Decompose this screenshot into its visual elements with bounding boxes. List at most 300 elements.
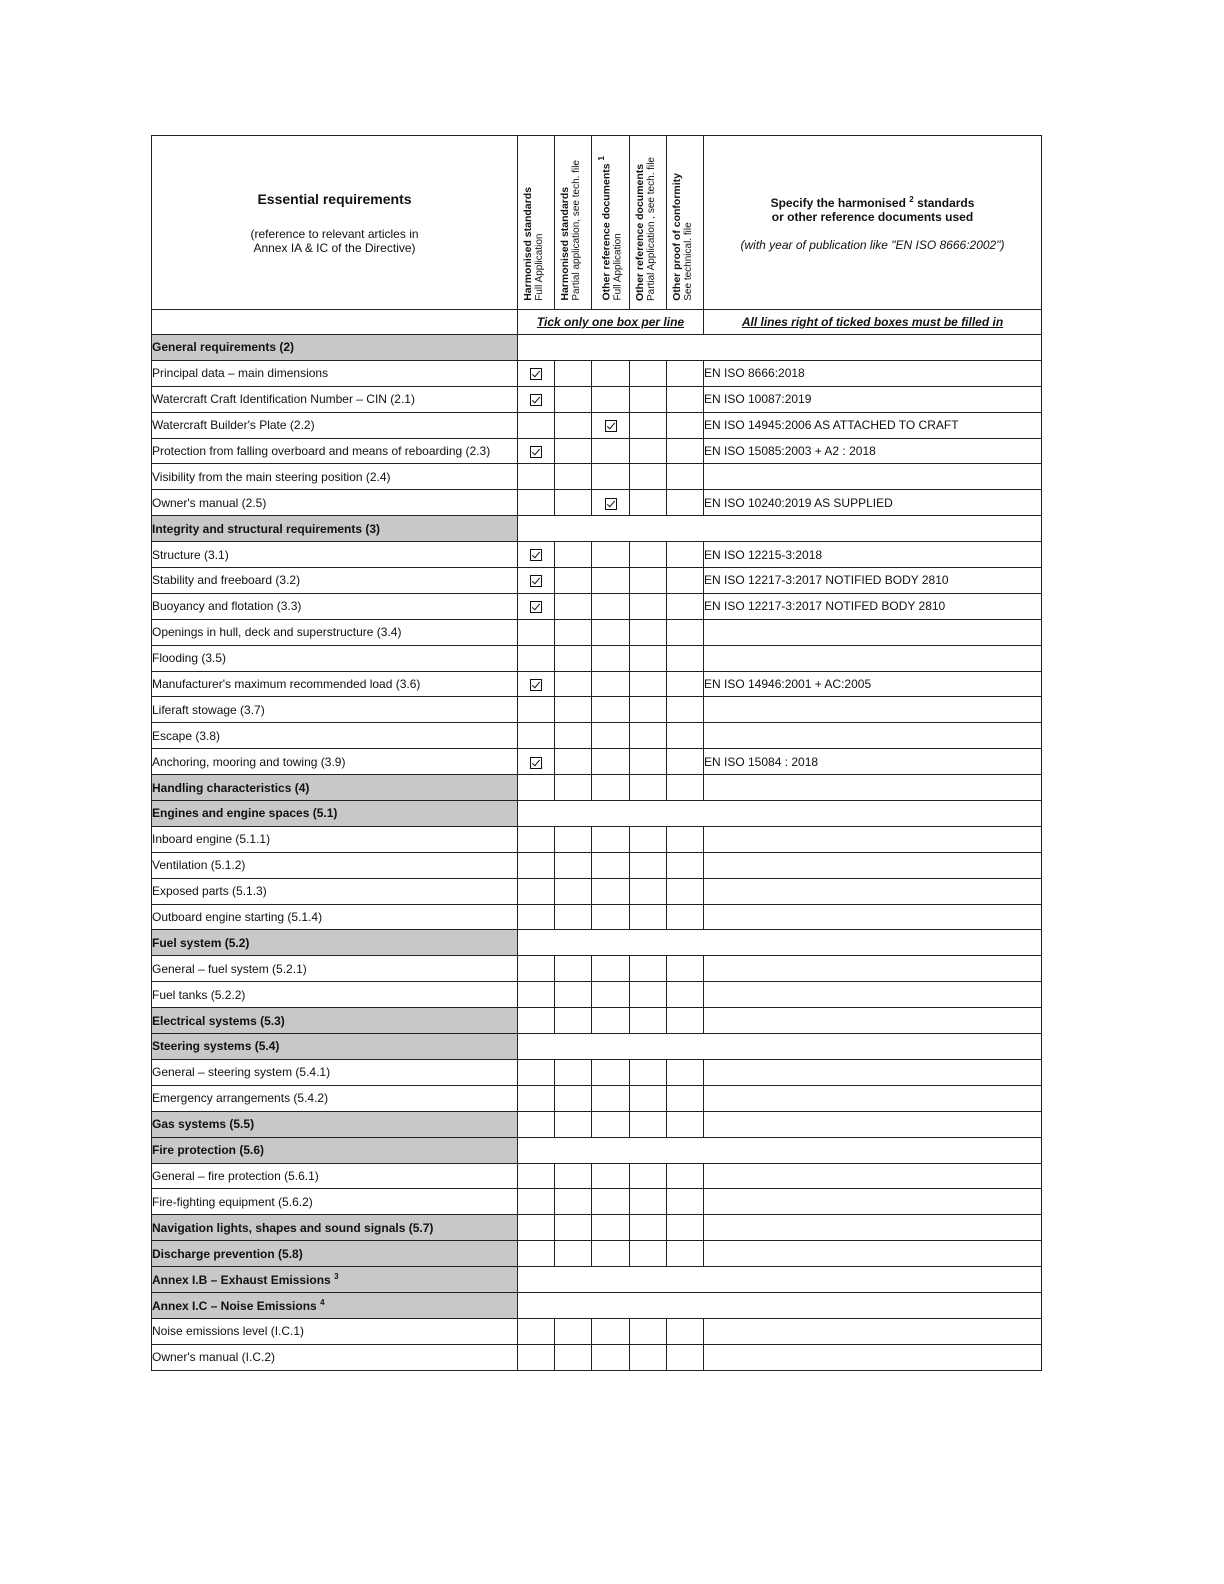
section-row: [152, 1137, 1042, 1163]
header-right-title-part2: standards: [917, 196, 975, 210]
tick-box-col-3[interactable]: [592, 852, 630, 878]
requirement-label: [152, 593, 518, 619]
tick-box-col-4[interactable]: [630, 542, 667, 568]
tick-box-col-3[interactable]: [592, 619, 630, 645]
section-row: [152, 516, 1042, 542]
tick-box-col-2[interactable]: [555, 619, 592, 645]
tick-box-col-3[interactable]: [592, 1189, 630, 1215]
requirement-row: [152, 1163, 1042, 1189]
tick-box-col-3[interactable]: [592, 464, 630, 490]
tick-box-col-1[interactable]: [518, 956, 555, 982]
tick-box-col-2[interactable]: [555, 1085, 592, 1111]
tick-box-col-1[interactable]: [518, 386, 555, 412]
requirement-label-text: Watercraft Builder's Plate (2.2): [152, 418, 315, 433]
tick-box-col-4[interactable]: [630, 878, 667, 904]
standard-reference-field[interactable]: EN ISO 14946:2001 + AC:2005: [704, 671, 1042, 697]
standard-reference-field[interactable]: [704, 1241, 1042, 1267]
standard-reference-field[interactable]: EN ISO 14945:2006 AS ATTACHED TO CRAFT: [704, 412, 1042, 438]
tick-box-col-1[interactable]: [518, 542, 555, 568]
requirement-label-text: Steering systems (5.4): [152, 1039, 280, 1054]
requirement-label-text: Discharge prevention (5.8): [152, 1246, 303, 1261]
section-row: [152, 930, 1042, 956]
tick-box-col-4[interactable]: [630, 619, 667, 645]
standard-reference-field[interactable]: EN ISO 12215-3:2018: [704, 542, 1042, 568]
tick-box-col-3[interactable]: [592, 593, 630, 619]
footnote-1-marker: 1: [597, 156, 606, 161]
header-title: Essential requirements: [257, 190, 412, 207]
requirement-label: [152, 697, 518, 723]
standard-reference-field[interactable]: [704, 723, 1042, 749]
column-header-3: [592, 136, 630, 310]
tick-box-col-2[interactable]: [555, 1008, 592, 1034]
tick-box-col-5[interactable]: [667, 464, 704, 490]
section-label: [152, 1034, 518, 1060]
tick-instruction: Tick only one box per line: [518, 310, 704, 335]
requirement-label-text: Liferaft stowage (3.7): [152, 702, 265, 717]
tick-box-col-3[interactable]: [592, 749, 630, 775]
standard-reference-field[interactable]: EN ISO 12217-3:2017 NOTIFIED BODY 2810: [704, 568, 1042, 594]
section-blank-cell: [518, 1137, 1042, 1163]
standard-reference-field[interactable]: EN ISO 10087:2019: [704, 386, 1042, 412]
standard-reference-field[interactable]: [704, 1111, 1042, 1137]
tick-box-col-1[interactable]: [518, 619, 555, 645]
requirement-label-text: General – steering system (5.4.1): [152, 1065, 331, 1080]
tick-box-col-4[interactable]: [630, 723, 667, 749]
section-label: [152, 801, 518, 827]
tick-box-col-2[interactable]: [555, 464, 592, 490]
standard-reference-field[interactable]: [704, 1189, 1042, 1215]
header-standards-used: [704, 136, 1042, 310]
requirement-label-text: Owner's manual (I.C.2): [152, 1350, 275, 1365]
tick-box-col-5[interactable]: [667, 982, 704, 1008]
tick-box-col-2[interactable]: [555, 697, 592, 723]
tick-box-col-2[interactable]: [555, 956, 592, 982]
tick-box-col-1[interactable]: [518, 1163, 555, 1189]
requirement-label-text: Inboard engine (5.1.1): [152, 832, 271, 847]
tick-box-col-2[interactable]: [555, 723, 592, 749]
tick-box-col-5[interactable]: [667, 542, 704, 568]
tick-box-col-5[interactable]: [667, 775, 704, 801]
checked-checkbox-icon: [605, 420, 617, 432]
standard-reference-field[interactable]: [704, 1008, 1042, 1034]
tick-box-col-1[interactable]: [518, 568, 555, 594]
tick-box-col-4[interactable]: [630, 1163, 667, 1189]
standard-reference-field[interactable]: [704, 904, 1042, 930]
tick-box-col-2[interactable]: [555, 542, 592, 568]
tick-box-col-3[interactable]: [592, 826, 630, 852]
tick-box-col-2[interactable]: [555, 568, 592, 594]
tick-box-col-2[interactable]: [555, 1059, 592, 1085]
standard-reference-field[interactable]: [704, 775, 1042, 801]
requirement-row: [152, 723, 1042, 749]
tick-box-col-4[interactable]: [630, 775, 667, 801]
standard-reference-field[interactable]: [704, 1215, 1042, 1241]
section-label: [152, 1137, 518, 1163]
tick-box-col-2[interactable]: [555, 360, 592, 386]
requirement-row: [152, 412, 1042, 438]
tick-box-col-5[interactable]: [667, 1241, 704, 1267]
section-blank-cell: [518, 1267, 1042, 1293]
section-label: [152, 1111, 518, 1137]
tick-box-col-1[interactable]: [518, 1189, 555, 1215]
standard-reference-field[interactable]: [704, 645, 1042, 671]
standard-reference-field[interactable]: [704, 1059, 1042, 1085]
requirement-label-text: Structure (3.1): [152, 547, 229, 562]
tick-box-col-4[interactable]: [630, 749, 667, 775]
tick-box-col-2[interactable]: [555, 775, 592, 801]
tick-box-col-1[interactable]: [518, 1008, 555, 1034]
tick-box-col-2[interactable]: [555, 593, 592, 619]
tick-box-col-2[interactable]: [555, 386, 592, 412]
requirement-row: [152, 438, 1042, 464]
requirement-label: [152, 464, 518, 490]
requirement-label-text: Fire protection (5.6): [152, 1143, 265, 1158]
standard-reference-field[interactable]: [704, 878, 1042, 904]
requirement-label: [152, 904, 518, 930]
footnote-marker: 4: [320, 1297, 325, 1307]
column-header-3-bold: Other reference documents: [600, 163, 613, 301]
tick-box-col-4[interactable]: [630, 1059, 667, 1085]
tick-box-col-2[interactable]: [555, 1241, 592, 1267]
requirement-row: [152, 568, 1042, 594]
tick-box-col-5[interactable]: [667, 723, 704, 749]
requirement-row: [152, 878, 1042, 904]
requirement-label-text: Anchoring, mooring and towing (3.9): [152, 754, 346, 769]
standard-reference-field[interactable]: [704, 826, 1042, 852]
tick-box-col-5[interactable]: [667, 1189, 704, 1215]
checked-checkbox-icon: [530, 601, 542, 613]
tick-box-col-3[interactable]: [592, 1163, 630, 1189]
section-blank-cell: [518, 516, 1042, 542]
section-label: [152, 1292, 518, 1318]
tick-box-col-3[interactable]: [592, 1085, 630, 1111]
requirement-label: [152, 852, 518, 878]
tick-box-col-3[interactable]: [592, 1241, 630, 1267]
tick-box-col-2[interactable]: [555, 826, 592, 852]
requirement-row: [152, 645, 1042, 671]
standard-reference-field[interactable]: [704, 956, 1042, 982]
tick-box-col-3[interactable]: [592, 697, 630, 723]
requirement-label-text: Principal data – main dimensions: [152, 366, 329, 381]
requirement-label: [152, 1344, 518, 1370]
tick-box-col-5[interactable]: [667, 386, 704, 412]
requirement-row: [152, 1059, 1042, 1085]
tick-box-col-4[interactable]: [630, 1085, 667, 1111]
tick-box-col-5[interactable]: [667, 956, 704, 982]
tick-box-col-1[interactable]: [518, 360, 555, 386]
tick-box-col-2[interactable]: [555, 645, 592, 671]
tick-box-col-1[interactable]: [518, 464, 555, 490]
requirement-label-text: Openings in hull, deck and superstructure (3.4): [152, 625, 402, 640]
requirement-label: [152, 386, 518, 412]
tick-box-col-4[interactable]: [630, 1215, 667, 1241]
tick-box-col-4[interactable]: [630, 386, 667, 412]
section-label: [152, 1215, 518, 1241]
tick-box-col-5[interactable]: [667, 593, 704, 619]
section-blank-cell: [518, 1034, 1042, 1060]
tick-box-col-1[interactable]: [518, 1344, 555, 1370]
tick-box-col-3[interactable]: [592, 904, 630, 930]
tick-box-col-2[interactable]: [555, 1111, 592, 1137]
requirement-row: [152, 1085, 1042, 1111]
tick-box-col-4[interactable]: [630, 1111, 667, 1137]
tick-box-col-3[interactable]: [592, 645, 630, 671]
tick-box-col-4[interactable]: [630, 1189, 667, 1215]
tick-box-col-2[interactable]: [555, 1318, 592, 1344]
tick-box-col-5[interactable]: [667, 671, 704, 697]
requirement-label-text: Protection from falling overboard and means of reboarding (2.3): [152, 444, 491, 458]
tick-box-col-1[interactable]: [518, 723, 555, 749]
requirement-label-text: Owner's manual (2.5): [152, 495, 267, 510]
header-right-note: (with year of publication like "EN ISO 8666:2002"): [740, 238, 1005, 252]
tick-box-col-4[interactable]: [630, 956, 667, 982]
tick-box-col-1[interactable]: [518, 878, 555, 904]
column-header-5-sub: See technical. file: [683, 222, 694, 301]
requirement-row: [152, 956, 1042, 982]
tick-box-col-5[interactable]: [667, 852, 704, 878]
checked-checkbox-icon: [530, 549, 542, 561]
requirement-label: [152, 826, 518, 852]
tick-box-col-1[interactable]: [518, 697, 555, 723]
section-blank-cell: [518, 801, 1042, 827]
tick-box-col-2[interactable]: [555, 438, 592, 464]
requirement-label-text: Flooding (3.5): [152, 651, 227, 666]
standard-reference-field[interactable]: [704, 619, 1042, 645]
tick-box-col-3[interactable]: [592, 1344, 630, 1370]
tick-box-col-1[interactable]: [518, 412, 555, 438]
tick-box-col-3[interactable]: [592, 956, 630, 982]
section-label: [152, 930, 518, 956]
tick-box-col-5[interactable]: [667, 490, 704, 516]
tick-box-col-4[interactable]: [630, 645, 667, 671]
essential-requirements-table: [151, 135, 1042, 1371]
requirement-row: [152, 749, 1042, 775]
tick-box-col-5[interactable]: [667, 568, 704, 594]
requirement-row: [152, 619, 1042, 645]
tick-box-col-2[interactable]: [555, 671, 592, 697]
section-row: [152, 335, 1042, 361]
standard-reference-field[interactable]: [704, 1318, 1042, 1344]
tick-box-col-3[interactable]: [592, 982, 630, 1008]
requirement-row: [152, 904, 1042, 930]
tick-box-col-5[interactable]: [667, 1059, 704, 1085]
tick-box-col-3[interactable]: [592, 490, 630, 516]
tick-box-col-2[interactable]: [555, 904, 592, 930]
section-row: [152, 1267, 1042, 1293]
tick-box-col-4[interactable]: [630, 360, 667, 386]
checked-checkbox-icon: [530, 757, 542, 769]
requirement-label: [152, 542, 518, 568]
tick-box-col-1[interactable]: [518, 1318, 555, 1344]
tick-box-col-5[interactable]: [667, 826, 704, 852]
tick-box-col-5[interactable]: [667, 697, 704, 723]
header-right-title-part1: Specify the harmonised: [770, 196, 906, 210]
checked-checkbox-icon: [530, 446, 542, 458]
section-row: [152, 775, 1042, 801]
tick-box-col-2[interactable]: [555, 1189, 592, 1215]
tick-box-col-1[interactable]: [518, 904, 555, 930]
tick-box-col-4[interactable]: [630, 593, 667, 619]
tick-box-col-5[interactable]: [667, 412, 704, 438]
tick-box-col-3[interactable]: [592, 1008, 630, 1034]
tick-box-col-5[interactable]: [667, 749, 704, 775]
tick-box-col-3[interactable]: [592, 878, 630, 904]
tick-box-col-1[interactable]: [518, 826, 555, 852]
requirement-label: [152, 619, 518, 645]
tick-box-col-1[interactable]: [518, 645, 555, 671]
tick-box-col-2[interactable]: [555, 412, 592, 438]
standard-reference-field[interactable]: [704, 1344, 1042, 1370]
column-header-4-sub: Partial Application , see tech. file: [646, 157, 657, 301]
requirement-label: [152, 438, 518, 464]
tick-box-col-1[interactable]: [518, 852, 555, 878]
tick-box-col-3[interactable]: [592, 1111, 630, 1137]
standard-reference-field[interactable]: [704, 1085, 1042, 1111]
tick-box-col-3[interactable]: [592, 1215, 630, 1241]
section-label: [152, 516, 518, 542]
tick-box-col-3[interactable]: [592, 1318, 630, 1344]
tick-box-col-4[interactable]: [630, 671, 667, 697]
tick-box-col-4[interactable]: [630, 568, 667, 594]
requirement-label-text: General requirements (2): [152, 340, 295, 355]
requirement-label: [152, 723, 518, 749]
tick-box-col-4[interactable]: [630, 982, 667, 1008]
tick-box-col-1[interactable]: [518, 1241, 555, 1267]
tick-box-col-4[interactable]: [630, 464, 667, 490]
standard-reference-field[interactable]: EN ISO 15085:2003 + A2 : 2018: [704, 438, 1042, 464]
tick-box-col-3[interactable]: [592, 438, 630, 464]
requirement-label-text: General – fire protection (5.6.1): [152, 1168, 319, 1183]
tick-box-col-1[interactable]: [518, 438, 555, 464]
tick-box-col-3[interactable]: [592, 386, 630, 412]
tick-box-col-3[interactable]: [592, 412, 630, 438]
column-header-2-bold: Harmonised standards: [559, 187, 571, 301]
standard-reference-field[interactable]: EN ISO 12217-3:2017 NOTIFED BODY 2810: [704, 593, 1042, 619]
footnote-2-marker: 2: [909, 195, 914, 204]
instruction-blank-cell: [152, 310, 518, 335]
tick-box-col-4[interactable]: [630, 826, 667, 852]
tick-box-col-4[interactable]: [630, 697, 667, 723]
tick-box-col-5[interactable]: [667, 438, 704, 464]
standard-reference-field[interactable]: [704, 464, 1042, 490]
requirement-label-text: Ventilation (5.1.2): [152, 858, 246, 873]
tick-box-col-2[interactable]: [555, 1344, 592, 1370]
tick-box-col-3[interactable]: [592, 723, 630, 749]
tick-box-col-5[interactable]: [667, 619, 704, 645]
tick-box-col-4[interactable]: [630, 1344, 667, 1370]
header-subtitle-line1: (reference to relevant articles in: [250, 226, 419, 241]
requirement-label: [152, 1163, 518, 1189]
tick-box-col-5[interactable]: [667, 1163, 704, 1189]
tick-box-col-2[interactable]: [555, 490, 592, 516]
tick-box-col-2[interactable]: [555, 878, 592, 904]
tick-box-col-5[interactable]: [667, 1008, 704, 1034]
tick-box-col-1[interactable]: [518, 775, 555, 801]
tick-box-col-4[interactable]: [630, 438, 667, 464]
tick-box-col-1[interactable]: [518, 490, 555, 516]
tick-box-col-5[interactable]: [667, 645, 704, 671]
tick-box-col-1[interactable]: [518, 593, 555, 619]
requirement-row: [152, 826, 1042, 852]
requirement-label: [152, 490, 518, 516]
tick-box-col-2[interactable]: [555, 852, 592, 878]
tick-box-col-1[interactable]: [518, 1059, 555, 1085]
requirement-label: [152, 671, 518, 697]
tick-box-col-5[interactable]: [667, 1111, 704, 1137]
tick-box-col-2[interactable]: [555, 749, 592, 775]
tick-box-col-3[interactable]: [592, 542, 630, 568]
tick-box-col-3[interactable]: [592, 671, 630, 697]
tick-box-col-5[interactable]: [667, 1318, 704, 1344]
requirement-label-text: Electrical systems (5.3): [152, 1013, 285, 1028]
checked-checkbox-icon: [530, 394, 542, 406]
requirement-row: [152, 1189, 1042, 1215]
requirement-label-text: Noise emissions level (I.C.1): [152, 1324, 305, 1339]
standard-reference-field[interactable]: [704, 852, 1042, 878]
tick-box-col-4[interactable]: [630, 904, 667, 930]
standard-reference-field[interactable]: EN ISO 8666:2018: [704, 360, 1042, 386]
standard-reference-field[interactable]: [704, 1163, 1042, 1189]
requirement-label-text: Outboard engine starting (5.1.4): [152, 910, 323, 925]
requirement-label-text: Fire-fighting equipment (5.6.2): [152, 1194, 313, 1209]
tick-box-col-1[interactable]: [518, 671, 555, 697]
tick-box-col-5[interactable]: [667, 1215, 704, 1241]
standard-reference-field[interactable]: [704, 982, 1042, 1008]
tick-box-col-2[interactable]: [555, 982, 592, 1008]
tick-box-col-3[interactable]: [592, 568, 630, 594]
tick-box-col-1[interactable]: [518, 1111, 555, 1137]
tick-box-col-3[interactable]: [592, 360, 630, 386]
tick-box-col-3[interactable]: [592, 1059, 630, 1085]
section-label: [152, 335, 518, 361]
requirement-label: [152, 645, 518, 671]
tick-box-col-5[interactable]: [667, 1344, 704, 1370]
tick-box-col-5[interactable]: [667, 360, 704, 386]
header-essential-requirements: [152, 136, 518, 310]
column-header-1-sub: Full Application: [534, 233, 545, 301]
section-label: [152, 1241, 518, 1267]
standard-reference-field[interactable]: EN ISO 15084 : 2018: [704, 749, 1042, 775]
tick-box-col-3[interactable]: [592, 775, 630, 801]
column-header-2: [555, 136, 592, 310]
tick-box-col-2[interactable]: [555, 1215, 592, 1241]
tick-box-col-4[interactable]: [630, 412, 667, 438]
tick-box-col-4[interactable]: [630, 1008, 667, 1034]
tick-box-col-4[interactable]: [630, 852, 667, 878]
tick-box-col-5[interactable]: [667, 904, 704, 930]
tick-box-col-1[interactable]: [518, 1085, 555, 1111]
requirement-row: [152, 464, 1042, 490]
tick-box-col-1[interactable]: [518, 1215, 555, 1241]
requirement-label-text: Gas systems (5.5): [152, 1117, 255, 1132]
standard-reference-field[interactable]: EN ISO 10240:2019 AS SUPPLIED: [704, 490, 1042, 516]
tick-box-col-4[interactable]: [630, 1241, 667, 1267]
tick-box-col-1[interactable]: [518, 982, 555, 1008]
tick-box-col-4[interactable]: [630, 1318, 667, 1344]
requirement-label-text: Stability and freeboard (3.2): [152, 573, 301, 588]
tick-box-col-5[interactable]: [667, 878, 704, 904]
column-header-5-bold: Other proof of conformity: [671, 173, 683, 301]
requirement-label-text: Annex I.B – Exhaust Emissions: [152, 1273, 331, 1287]
tick-box-col-1[interactable]: [518, 749, 555, 775]
tick-box-col-5[interactable]: [667, 1085, 704, 1111]
tick-box-col-4[interactable]: [630, 490, 667, 516]
standard-reference-field[interactable]: [704, 697, 1042, 723]
section-label: [152, 1267, 518, 1293]
requirement-row: [152, 1318, 1042, 1344]
column-header-1-bold: Harmonised standards: [522, 187, 534, 301]
tick-box-col-2[interactable]: [555, 1163, 592, 1189]
